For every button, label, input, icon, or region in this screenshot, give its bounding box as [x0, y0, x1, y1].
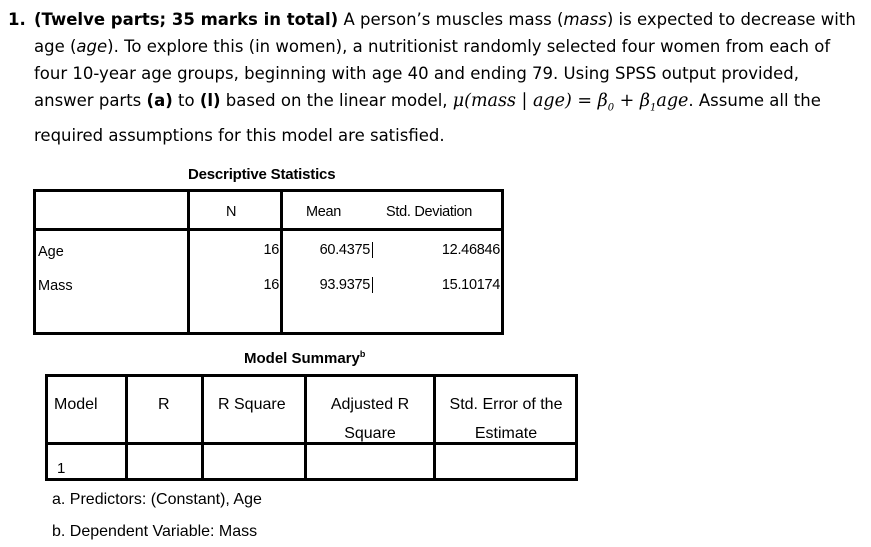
header-r-square: R Square	[218, 396, 286, 413]
model-number: 1	[57, 460, 66, 477]
question-number: 1.	[8, 10, 26, 29]
header-model: Model	[54, 396, 98, 413]
footnote-predictors: a. Predictors: (Constant), Age	[52, 491, 262, 508]
footnote-dependent: b. Dependent Variable: Mass	[52, 523, 258, 540]
question	[8, 6, 858, 149]
divider	[280, 192, 283, 332]
divider	[125, 377, 128, 478]
cell-mass-sd: 15.10174	[416, 277, 503, 293]
part-l-label: (l)	[199, 91, 221, 110]
model-summary-table	[45, 374, 578, 481]
header-mean: Mean	[306, 204, 342, 220]
header-n: N	[226, 204, 237, 220]
row-label-mass: Mass	[38, 278, 73, 294]
question-text: (Twelve parts; 35 marks in total) A person’s muscles mass (mass) is expected to decrease with age (age). To explore this (in women), a nutritionist randomly selected four women from each of four 10-year age groups, beginning with age 40 and ending 79. Using SPSS output provided, answer parts (a) to (l) based on the linear model, μ(mass | $age) = \beta_0 + \beta_1age$. Assume all the required assumptions for this model are satisfied.	[34, 10, 856, 145]
question-marks: (Twelve parts; 35 marks in total)	[34, 10, 339, 29]
descriptive-statistics-title: Descriptive Statistics	[188, 166, 336, 183]
cell-age-mean: 60.4375	[294, 242, 373, 258]
variable-mass: mass	[563, 10, 607, 29]
divider	[201, 377, 204, 478]
cell-mass-mean: 93.9375	[294, 277, 373, 293]
header-std-deviation: Std. Deviation	[386, 204, 473, 220]
descriptive-statistics-table	[33, 189, 504, 335]
variable-age: age	[76, 37, 108, 56]
header-std-error: Std. Error of the Estimate	[449, 396, 563, 442]
header-r: R	[158, 396, 170, 413]
divider	[36, 228, 501, 231]
part-a-label: (a)	[146, 91, 173, 110]
cell-age-sd: 12.46846	[416, 242, 503, 258]
header-adjusted-r-square: Adjusted R Square	[330, 396, 410, 442]
model-summary-title: Model Summary$^b$	[244, 349, 366, 367]
cell-age-n: 16	[236, 242, 282, 258]
cell-mass-n: 16	[236, 277, 282, 293]
row-label-age: Age	[38, 244, 64, 260]
model-equation: μ(mass | $age) = \beta_0 + \beta_1age$	[452, 91, 689, 114]
divider	[187, 192, 190, 332]
